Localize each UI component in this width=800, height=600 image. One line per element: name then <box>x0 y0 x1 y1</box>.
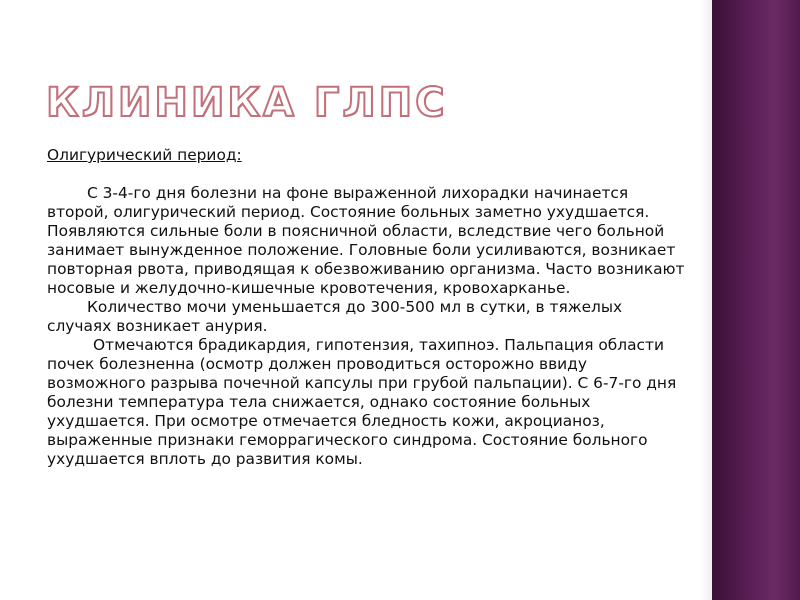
slide-title: КЛИНИКА ГЛПС <box>46 80 448 126</box>
decorative-side-stripe <box>712 0 800 600</box>
paragraph-1: С 3-4-го дня болезни на фоне выраженной лихорадки начинается второй, олигурический период. Состояние больных заметно ухудшается. Появляются сильные боли в поясничной области, вследствие чего больной занимает вынужденное положение. Головные боли усиливаются, возникает повторная рвота, приводящая к обезвоживанию организма. Часто возникают носовые и желудочно-кишечные кровотечения, кровохарканье. <box>47 184 685 297</box>
paragraph-3: Отмечаются брадикардия, гипотензия, тахипноэ. Пальпация области почек болезненна (осмотр должен проводиться осторожно ввиду возможного разрыва почечной капсулы при грубой пальпации). С 6-7-го дня болезни температура тела снижается, однако состояние больных ухудшается. При осмотре отмечается бледность кожи, акроцианоз, выраженные признаки геморрагического синдрома. Состояние больного ухудшается вплоть до развития комы. <box>47 336 677 468</box>
paragraph-2: Количество мочи уменьшается до 300-500 мл в сутки, в тяжелых случаях возникает анурия. <box>47 298 623 335</box>
decorative-stripe-edge <box>700 0 712 600</box>
section-subtitle: Олигурический период: <box>47 146 242 164</box>
slide-body <box>47 146 687 469</box>
